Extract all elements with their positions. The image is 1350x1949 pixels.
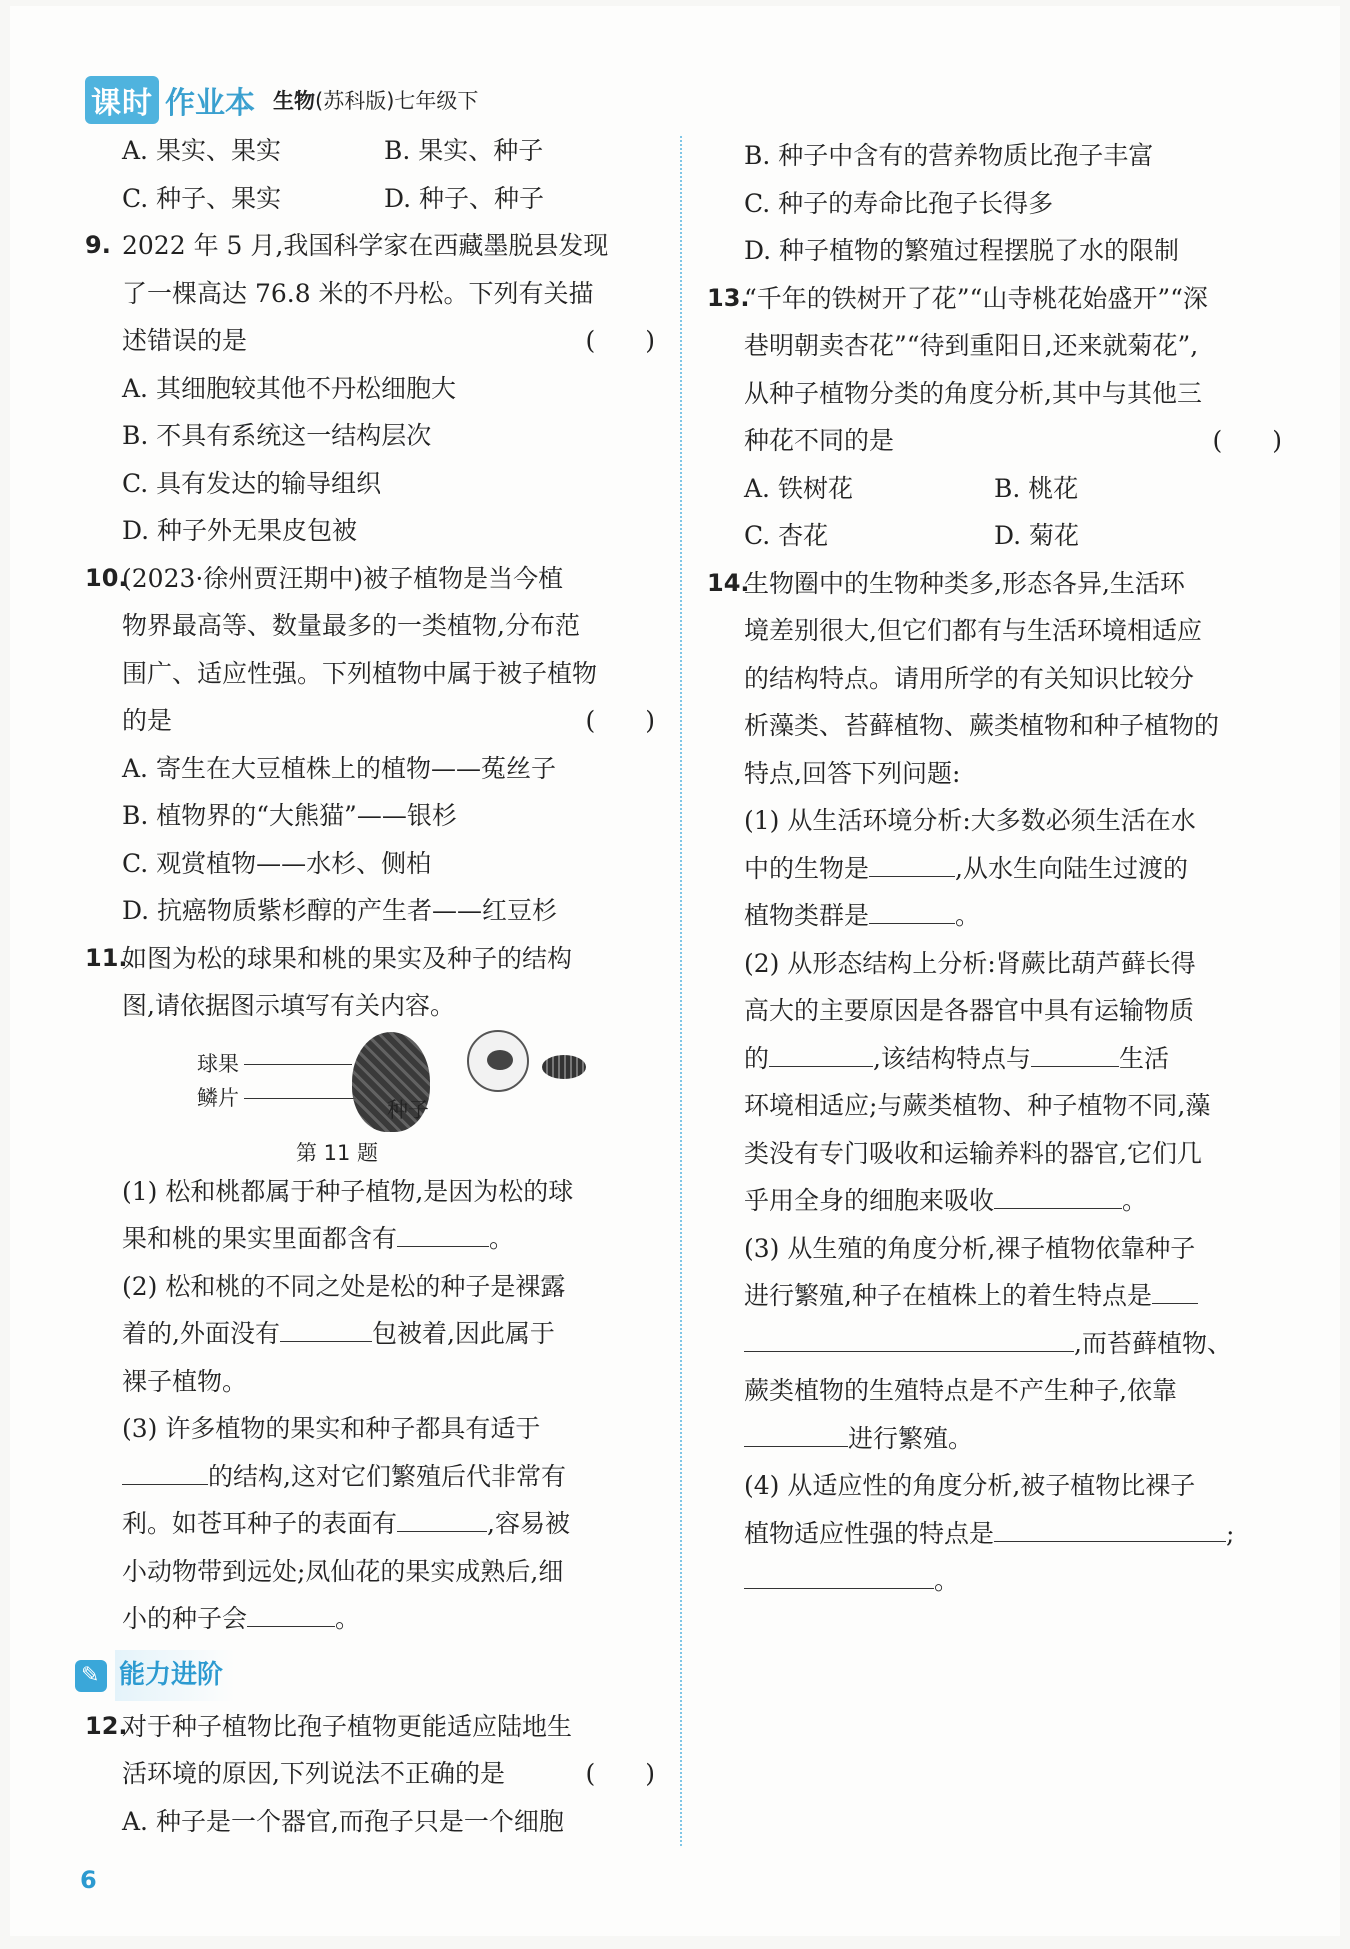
q9-option-a: A. 其细胞较其他不丹松细胞大	[122, 373, 456, 403]
q13-line2: 巷明朝卖杏花”“待到重阳日,还来就菊花”,	[744, 331, 1199, 360]
q13-options-row2	[744, 512, 1282, 560]
figure-caption: 第 11 题	[295, 1140, 379, 1165]
q14-p4-line2	[744, 1510, 1282, 1558]
peach-seed-image	[542, 1055, 586, 1079]
text: 植物适应性强的特点是	[744, 1518, 995, 1548]
answer-blank[interactable]	[994, 1511, 1226, 1542]
text: 小的种子会	[122, 1604, 248, 1633]
question-14	[707, 560, 1282, 1605]
book-subtitle	[273, 85, 478, 115]
answer-blank[interactable]	[397, 1501, 487, 1532]
question-number: 10.	[85, 563, 128, 592]
question-11	[85, 935, 655, 1030]
q9-line2: 了一棵高达 76.8 米的不丹松。下列有关描	[122, 278, 594, 308]
question-number: 12.	[85, 1711, 128, 1740]
q13-options-row1	[744, 465, 1282, 513]
q14-p3-line2	[744, 1272, 1282, 1320]
logo-box: 课时	[85, 76, 159, 124]
text: ,而苔藓植物、	[1074, 1328, 1232, 1358]
q8-options-row1	[85, 127, 655, 175]
section-heading	[75, 1653, 655, 1699]
answer-blank[interactable]	[869, 846, 955, 877]
q14-line5: 特点,回答下列问题:	[744, 758, 961, 788]
q10-option-c: C. 观赏植物——水杉、侧柏	[122, 848, 432, 878]
right-column	[707, 132, 1282, 1605]
q14-p3-line3	[744, 1320, 1282, 1368]
q11-p3-line1: (3) 许多植物的果实和种子都具有适于	[122, 1414, 541, 1443]
q9-option-c: C. 具有发达的输导组织	[122, 468, 382, 498]
answer-paren: ( )	[1212, 426, 1282, 455]
q8-option-d: D. 种子、种子	[384, 183, 545, 213]
q14-p1-line3	[744, 892, 1282, 940]
q11-p2-line2	[122, 1310, 655, 1358]
q12-line2	[122, 1750, 655, 1798]
text: 利。如苍耳种子的表面有	[122, 1509, 398, 1538]
logo-text: 作业本	[165, 86, 255, 121]
peach-image	[467, 1030, 529, 1092]
q13-option-a: A. 铁树花	[744, 473, 853, 503]
q13-option-d: D. 菊花	[994, 521, 1080, 550]
q9-option-b: B. 不具有系统这一结构层次	[122, 421, 432, 450]
section-title: 能力进阶	[115, 1650, 235, 1702]
answer-blank[interactable]	[1152, 1273, 1198, 1304]
q10-option-b: B. 植物界的“大熊猫”——银杉	[122, 801, 457, 830]
q11-p3-line3	[122, 1500, 655, 1548]
text: 生活	[1118, 1043, 1169, 1073]
q14-p2-line2: 高大的主要原因是各器官中具有运输物质	[744, 996, 1195, 1025]
leader-line	[244, 1064, 352, 1066]
label-scale: 鳞片	[197, 1085, 239, 1110]
answer-blank[interactable]	[769, 1036, 873, 1067]
leader-line	[244, 1098, 356, 1100]
q11-p2-line1: (2) 松和桃的不同之处是松的种子是裸露	[122, 1271, 566, 1301]
answer-blank[interactable]	[744, 1558, 934, 1589]
text: 。	[955, 901, 981, 930]
q14-p2-line4: 环境相适应;与蕨类植物、种子植物不同,藻	[744, 1091, 1211, 1120]
answer-blank[interactable]	[122, 1454, 208, 1485]
q10-option-a: A. 寄生在大豆植株上的植物——菟丝子	[122, 753, 556, 783]
page-number: 6	[80, 1866, 97, 1894]
subject: 生物	[273, 89, 315, 113]
answer-paren: ( )	[585, 706, 655, 735]
q14-p3-line4: 蕨类植物的生殖特点是不产生种子,依靠	[744, 1376, 1177, 1405]
q13-line4	[744, 417, 1282, 465]
label-cone: 球果	[197, 1051, 239, 1076]
text: 的结构,这对它们繁殖后代非常有	[208, 1461, 566, 1491]
edition: (苏科版)	[315, 89, 395, 113]
q14-line1: 生物圈中的生物种类多,形态各异,生活环	[744, 568, 1185, 598]
q10-line3: 围广、适应性强。下列植物中属于被子植物	[122, 658, 598, 688]
q11-line2: 图,请依据图示填写有关内容。	[122, 991, 455, 1020]
q14-p1-line1: (1) 从生活环境分析:大多数必须生活在水	[744, 806, 1196, 835]
answer-blank[interactable]	[869, 893, 955, 924]
question-13	[707, 275, 1282, 560]
q9-option-d: D. 种子外无果皮包被	[122, 516, 358, 545]
q9-line1: 2022 年 5 月,我国科学家在西藏墨脱县发现	[122, 231, 609, 260]
q10-stem-end: 的是	[122, 706, 173, 735]
text: 。	[934, 1566, 960, 1595]
header	[85, 78, 478, 122]
q12-continued	[707, 132, 1282, 275]
q14-p1-line2	[744, 845, 1282, 893]
q12-option-c: C. 种子的寿命比孢子长得多	[744, 188, 1054, 218]
text: ,该结构特点与	[873, 1043, 1031, 1073]
question-number: 13.	[707, 283, 750, 312]
text: 。	[335, 1604, 361, 1633]
q9-line3	[122, 317, 655, 365]
text: 果和桃的果实里面都含有	[122, 1224, 398, 1253]
q12-line1: 对于种子植物比孢子植物更能适应陆地生	[122, 1711, 573, 1741]
q14-p2-line6	[744, 1177, 1282, 1225]
q13-line3: 从种子植物分类的角度分析,其中与其他三	[744, 378, 1202, 408]
answer-paren: ( )	[585, 1759, 655, 1788]
question-9	[85, 222, 655, 555]
text: 。	[489, 1224, 515, 1253]
text: 着的,外面没有	[122, 1319, 280, 1348]
q11-figure	[122, 1030, 655, 1138]
q13-stem-end: 种花不同的是	[744, 426, 895, 455]
answer-blank[interactable]	[280, 1311, 372, 1342]
q11-p3-line2	[122, 1453, 655, 1501]
q9-stem-end: 述错误的是	[122, 326, 248, 355]
q14-p4-line1: (4) 从适应性的角度分析,被子植物比裸子	[744, 1471, 1196, 1500]
text: 进行繁殖。	[848, 1423, 974, 1453]
answer-blank[interactable]	[744, 1416, 848, 1447]
text: 中的生物是	[744, 853, 870, 883]
q14-line4: 析藻类、苔藓植物、蕨类植物和种子植物的	[744, 711, 1220, 740]
q10-line1: (2023·徐州贾汪期中)被子植物是当今植	[122, 563, 564, 593]
q14-p4-line3	[744, 1557, 1282, 1605]
question-12	[85, 1703, 655, 1846]
q11-p2-line3: 裸子植物。	[122, 1366, 248, 1396]
text: ,从水生向陆生过渡的	[955, 853, 1188, 883]
q12-option-b: B. 种子中含有的营养物质比孢子丰富	[744, 141, 1154, 170]
answer-blank[interactable]	[744, 1321, 1074, 1352]
question-number: 11.	[85, 943, 128, 972]
question-number: 9.	[85, 231, 111, 259]
q14-p3-line1: (3) 从生殖的角度分析,裸子植物依靠种子	[744, 1233, 1196, 1263]
answer-blank[interactable]	[1031, 1036, 1119, 1067]
q8-option-b: B. 果实、种子	[384, 136, 544, 165]
text: ,容易被	[487, 1509, 570, 1538]
q14-p2-line5: 类没有专门吸收和运输养料的器官,它们几	[744, 1138, 1202, 1168]
q10-option-d: D. 抗癌物质紫杉醇的产生者——红豆杉	[122, 896, 558, 925]
q14-line3: 的结构特点。请用所学的有关知识比较分	[744, 663, 1195, 693]
q12-option-a: A. 种子是一个器官,而孢子只是一个细胞	[122, 1806, 564, 1836]
q11-p3-line4: 小动物带到远处;凤仙花的果实成熟后,细	[122, 1556, 564, 1586]
q13-line1: “千年的铁树开了花”“山寺桃花始盛开”“深	[744, 283, 1208, 313]
q14-p2-line1: (2) 从形态结构上分析:肾蕨比葫芦藓长得	[744, 948, 1196, 978]
text: 乎用全身的细胞来吸收	[744, 1186, 995, 1215]
grade: 七年级下	[394, 89, 479, 113]
book-logo	[85, 76, 255, 124]
text: ;	[1226, 1518, 1235, 1548]
answer-blank[interactable]	[397, 1216, 489, 1247]
text: 的	[744, 1043, 770, 1073]
q14-p2-line3	[744, 1035, 1282, 1083]
q14-line2: 境差别很大,但它们都有与生活环境相适应	[744, 616, 1202, 645]
q11-p3-line5	[122, 1595, 655, 1643]
answer-paren: ( )	[585, 326, 655, 355]
q11-line1: 如图为松的球果和桃的果实及种子的结构	[122, 943, 573, 973]
q13-option-c: C. 杏花	[744, 521, 829, 550]
q8-option-c: C. 种子、果实	[122, 183, 282, 213]
column-divider	[680, 136, 682, 1846]
q8-option-a: A. 果实、果实	[122, 136, 281, 165]
answer-blank[interactable]	[994, 1178, 1122, 1209]
q8-options-row2	[85, 175, 655, 223]
q10-line2: 物界最高等、数量最多的一类植物,分布范	[122, 611, 580, 640]
page	[10, 6, 1340, 1936]
text: 包被着,因此属于	[371, 1319, 555, 1348]
left-column	[85, 127, 655, 1845]
q12-option-d: D. 种子植物的繁殖过程摆脱了水的限制	[744, 236, 1180, 265]
text: 进行繁殖,种子在植株上的着生特点是	[744, 1281, 1152, 1310]
q12-stem-end: 活环境的原因,下列说法不正确的是	[122, 1759, 505, 1788]
text: 植物类群是	[744, 901, 870, 930]
q14-p3-line5	[744, 1415, 1282, 1463]
q13-option-b: B. 桃花	[994, 473, 1079, 503]
q10-line4	[122, 697, 655, 745]
text: 。	[1122, 1186, 1148, 1215]
question-number: 14.	[707, 568, 750, 597]
q11-p1-line2	[122, 1215, 655, 1263]
answer-blank[interactable]	[247, 1596, 335, 1627]
q11-parts	[85, 1168, 655, 1643]
question-10	[85, 555, 655, 935]
pencil-icon	[75, 1660, 107, 1692]
q11-p1-line1: (1) 松和桃都属于种子植物,是因为松的球	[122, 1176, 574, 1206]
label-seed: 种子	[387, 1097, 429, 1122]
